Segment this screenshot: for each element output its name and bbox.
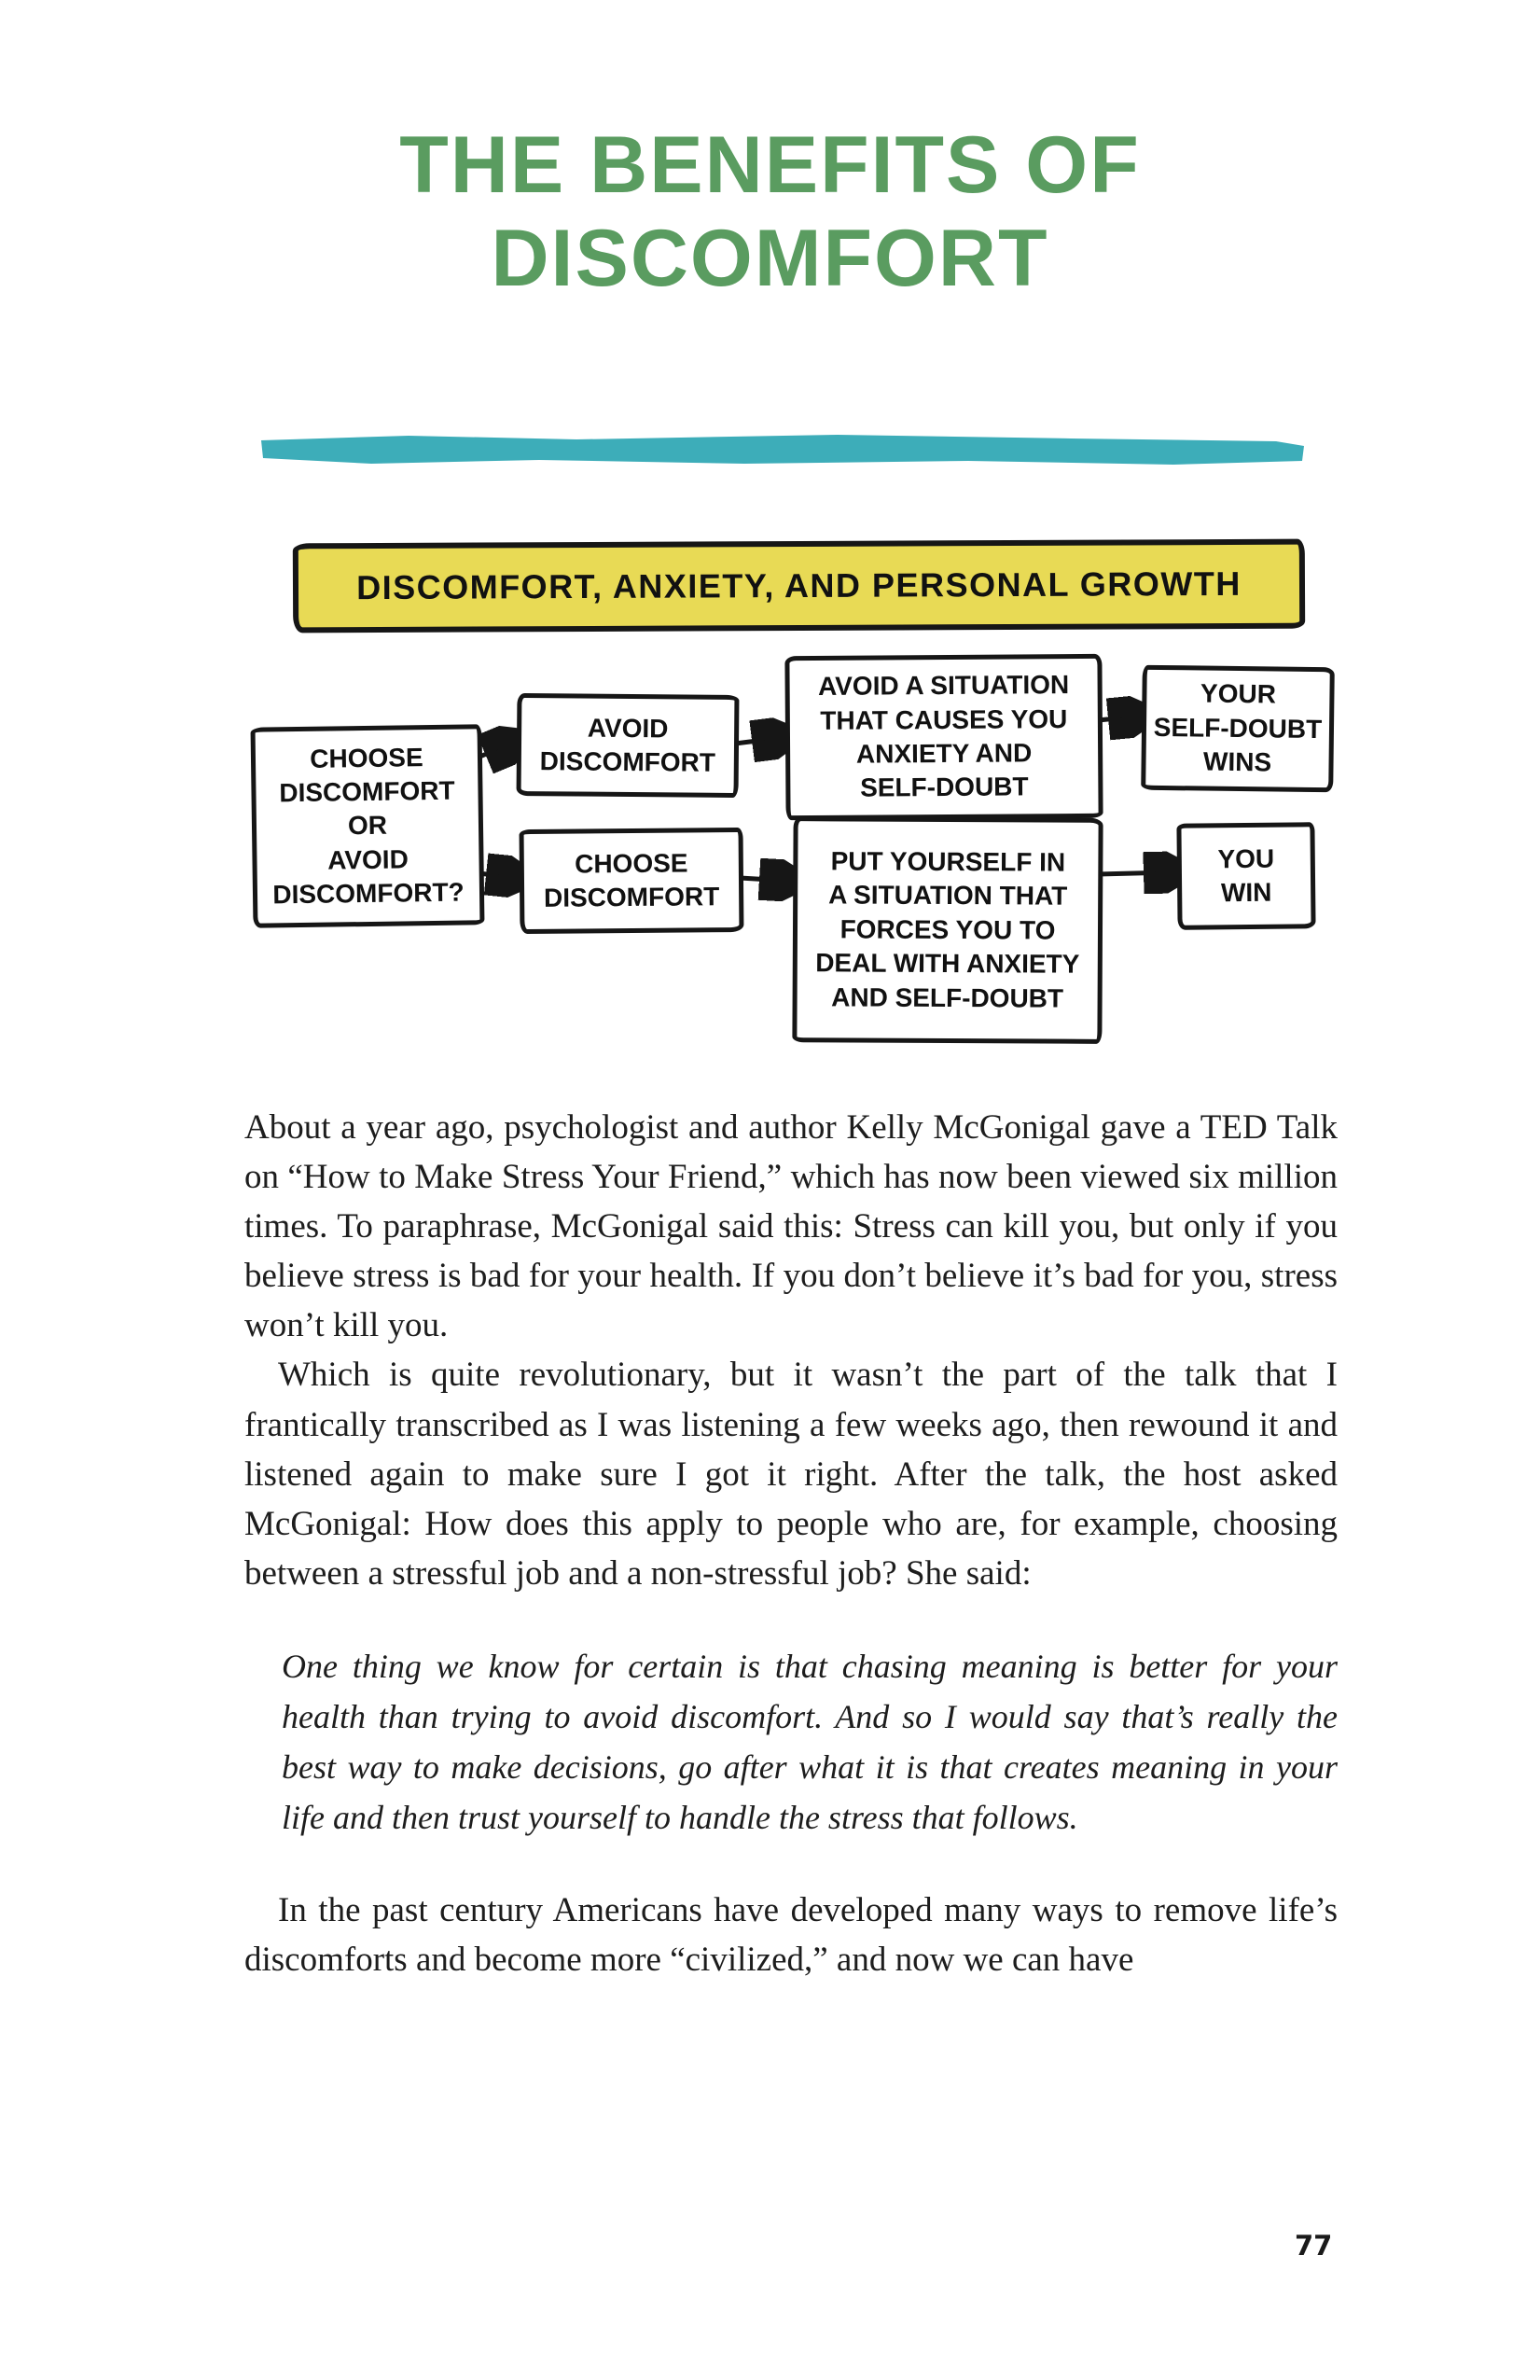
flow-node-choose-discomfort <box>520 828 744 934</box>
flow-node-avoid-discomfort-label: AVOID DISCOMFORT <box>539 713 716 777</box>
flow-node-avoid-discomfort <box>517 693 740 798</box>
flow-node-put-yourself-label: PUT YOURSELF IN A SITUATION THAT FORCES YOU TO DEAL WITH ANXIETY AND SELF-DOUBT <box>815 846 1080 1013</box>
flow-node-decision-label: CHOOSE DISCOMFORT OR AVOID DISCOMFORT? <box>272 742 465 910</box>
body-text <box>244 1103 1338 1984</box>
paragraph-1: About a year ago, psychologist and author Kelly McGonigal gave a TED Talk on “How to Make Stress Your Friend,” which has now been viewed six million times. To paraphrase, McGonigal said this: Stress can kill you, but only if you believe stress is bad for your health. If you don’t believe it’s bad for you, stress won’t kill you. <box>244 1108 1338 1345</box>
diagram-header <box>293 539 1305 633</box>
teal-brush-stroke <box>259 433 1306 472</box>
flow-node-self-doubt-wins-label: YOUR SELF-DOUBT WINS <box>1153 678 1323 777</box>
paragraph-3: In the past century Americans have developed many ways to remove life’s discomforts and become more “civilized,” and now we can have <box>244 1890 1338 1980</box>
flow-node-you-win-label: YOU WIN <box>1217 843 1275 908</box>
flow-node-you-win <box>1176 822 1315 930</box>
flow-node-put-yourself <box>792 816 1103 1044</box>
paragraph-2: Which is quite revolutionary, but it wasn’t the part of the talk that I frantically transcribed as I was listening a few weeks ago, then rewound it and listened again to make sure I got it right. After the talk, the host asked McGonigal: How does this apply to people who are, for example, choosing between a stressful job and a non-stressful job? She said: <box>244 1356 1338 1593</box>
chapter-title <box>0 119 1540 306</box>
chapter-title-line2: DISCOMFORT <box>491 213 1049 303</box>
pull-quote: One thing we know for certain is that chasing meaning is better for your health than trying to avoid discomfort. And so I would say that’s really the best way to make decisions, go after what it is that creates meaning in your life and then trust yourself to handle the stress that follows. <box>282 1647 1338 1836</box>
flow-node-choose-discomfort-label: CHOOSE DISCOMFORT <box>543 848 720 912</box>
flow-node-avoid-situation <box>784 654 1103 820</box>
chapter-title-line1: THE BENEFITS OF <box>399 120 1141 210</box>
flowchart-diagram <box>244 651 1326 1052</box>
page-number: 77 <box>1295 2230 1333 2262</box>
diagram-header-label: DISCOMFORT, ANXIETY, AND PERSONAL GROWTH <box>356 564 1242 607</box>
flow-node-self-doubt-wins <box>1141 665 1335 793</box>
flow-node-decision <box>251 724 485 927</box>
flow-node-avoid-situation-label: AVOID A SITUATION THAT CAUSES YOU ANXIETY AND SELF-DOUBT <box>817 670 1070 803</box>
